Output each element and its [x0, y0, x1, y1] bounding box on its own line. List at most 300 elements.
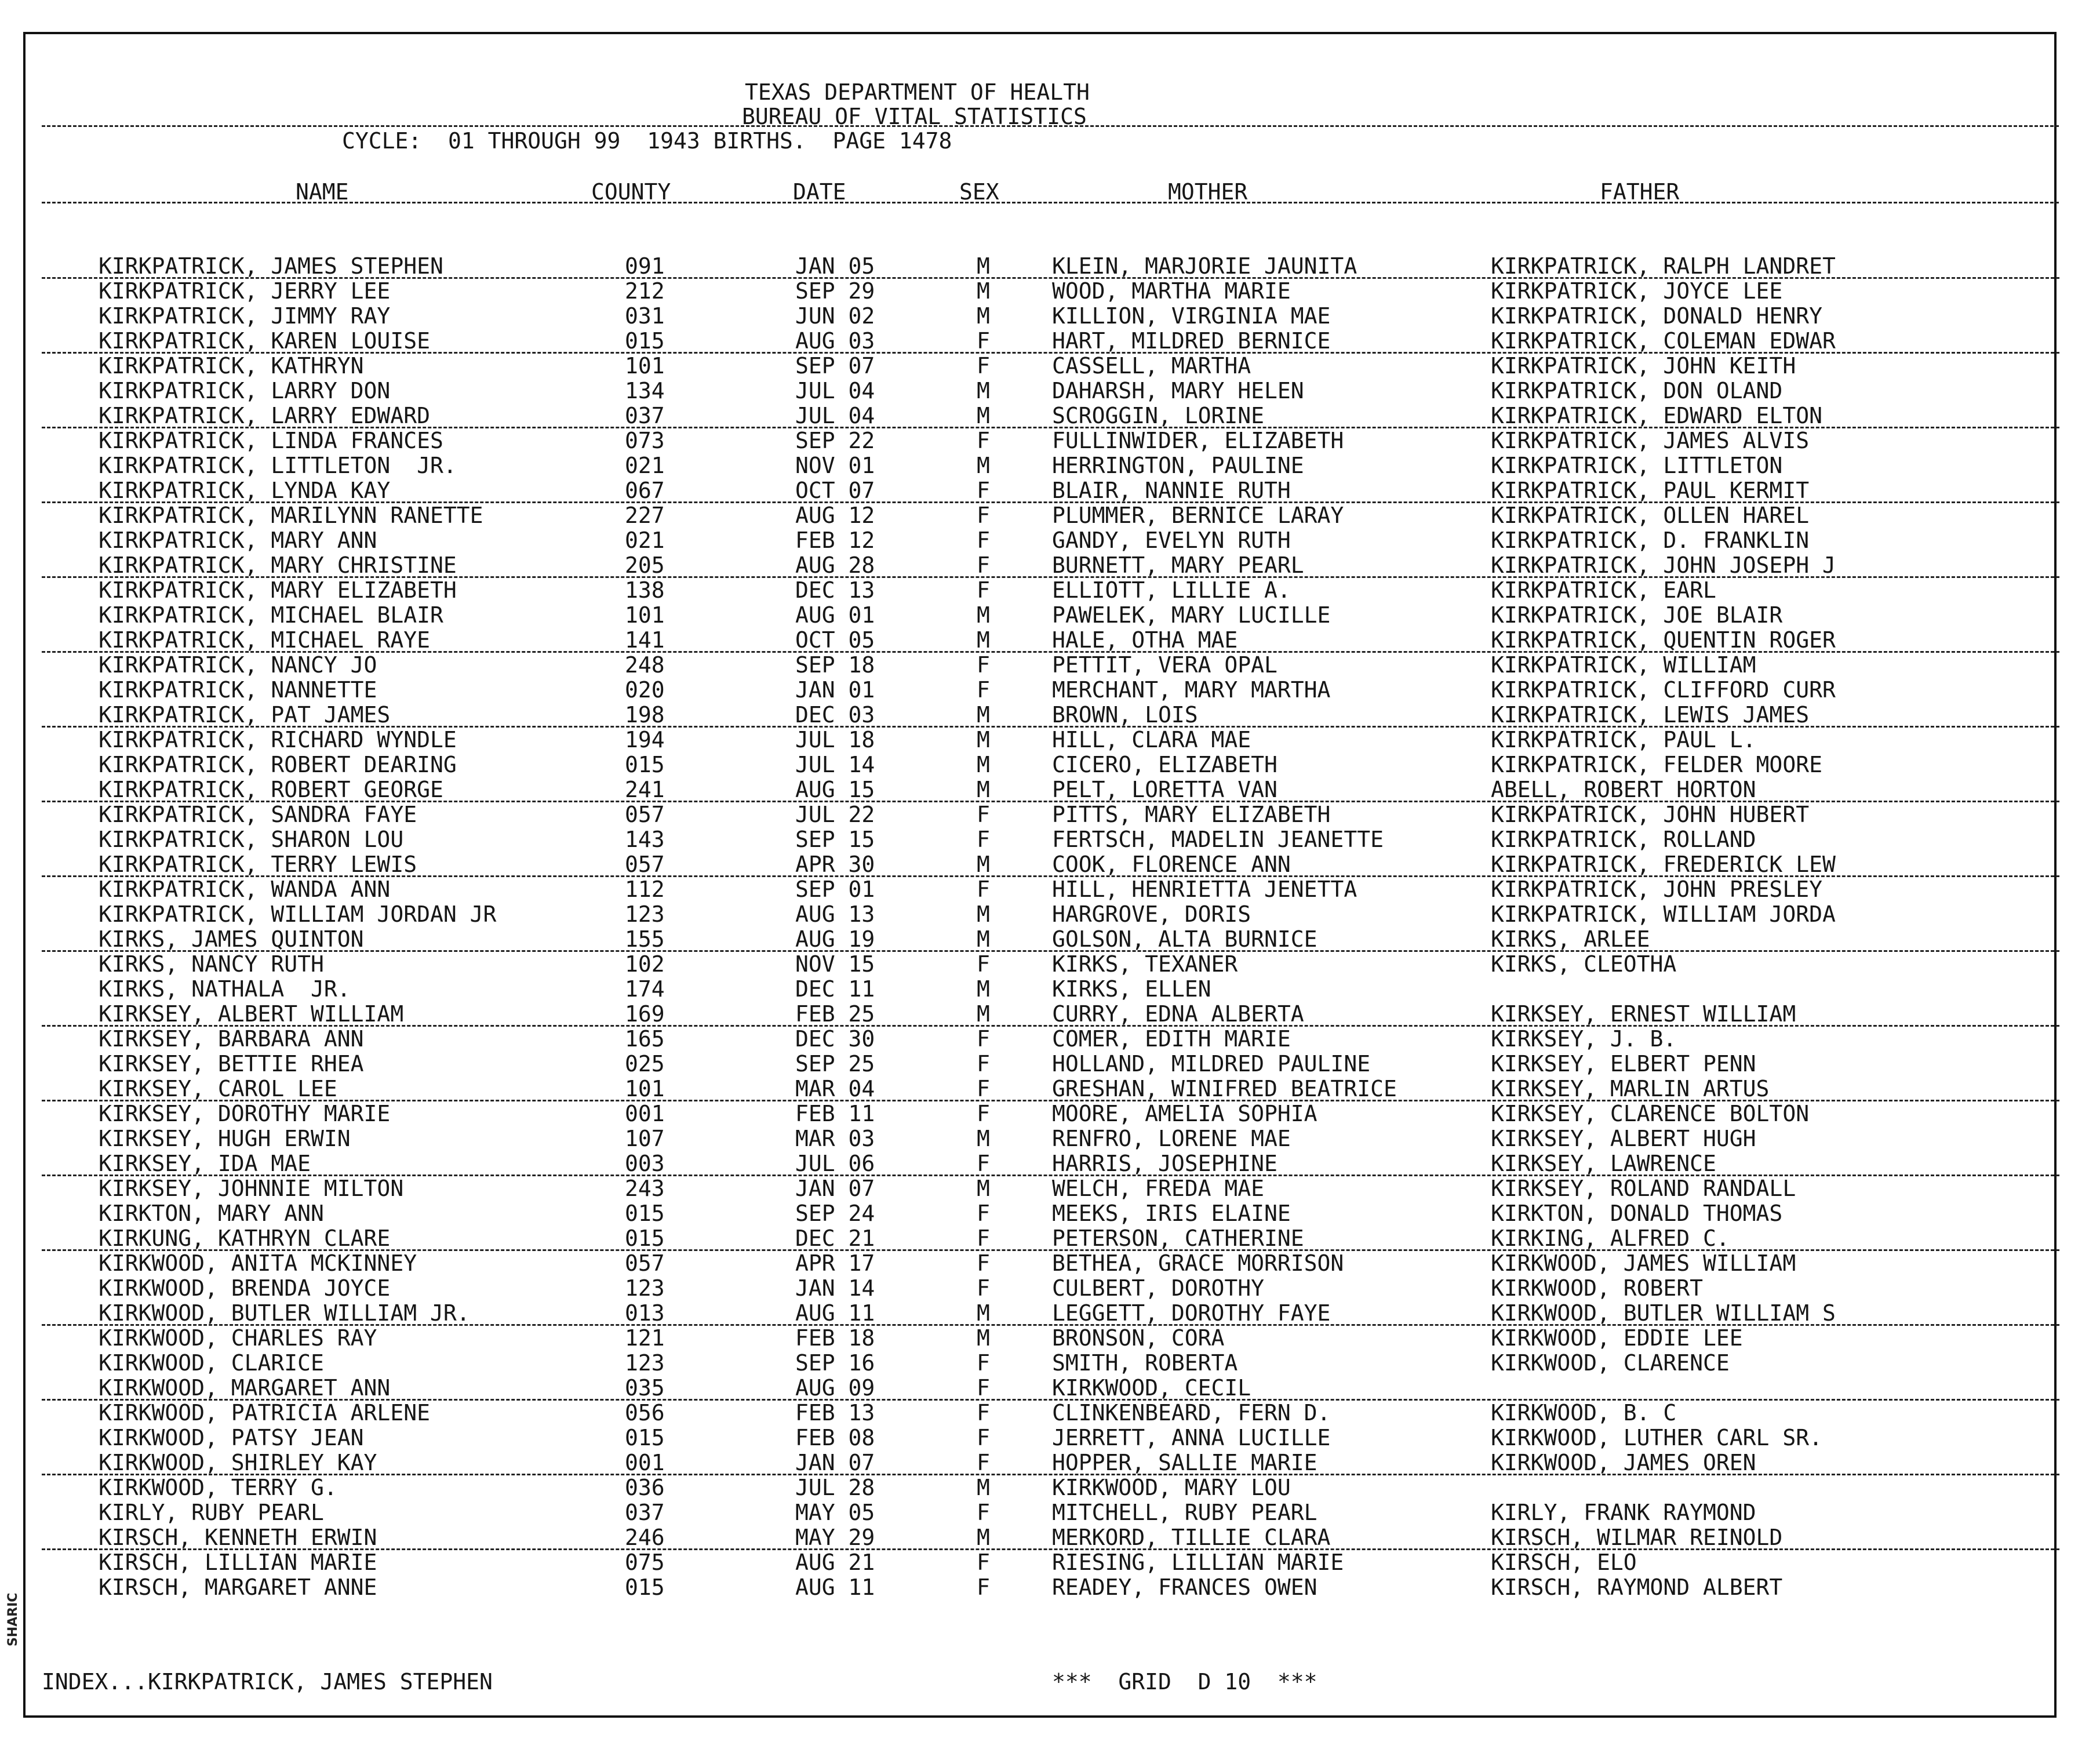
record-county: 101: [625, 602, 665, 628]
record-county: 037: [625, 1500, 665, 1525]
record-father: KIRKPATRICK, JOHN KEITH: [1491, 353, 1796, 379]
record-date: AUG 09: [795, 1375, 875, 1401]
column-header-sex: SEX: [959, 179, 999, 205]
record-county: 227: [625, 503, 665, 528]
record-sex: F: [977, 1575, 990, 1600]
record-father: KIRKPATRICK, OLLEN HAREL: [1491, 503, 1810, 528]
table-row: [0, 1351, 2100, 1376]
table-row: [0, 1077, 2100, 1101]
record-date: JAN 14: [795, 1275, 875, 1301]
record-date: JUN 02: [795, 303, 875, 329]
record-mother: CASSELL, MARTHA: [1052, 353, 1251, 379]
table-row: [0, 877, 2100, 902]
table-row: [0, 503, 2100, 528]
record-county: 205: [625, 552, 665, 578]
table-row: [0, 802, 2100, 827]
record-mother: BETHEA, GRACE MORRISON: [1052, 1250, 1344, 1276]
record-county: 101: [625, 1076, 665, 1101]
record-sex: M: [977, 1300, 990, 1326]
record-sex: M: [977, 278, 990, 304]
record-name: KIRKPATRICK, LITTLETON JR.: [99, 453, 457, 478]
record-date: AUG 19: [795, 926, 875, 952]
column-header-county: COUNTY: [591, 179, 671, 205]
record-date: MAY 29: [795, 1525, 875, 1550]
bureau-title: BUREAU OF VITAL STATISTICS: [742, 104, 1087, 129]
record-county: 243: [625, 1176, 665, 1201]
record-county: 123: [625, 1275, 665, 1301]
record-mother: HARRIS, JOSEPHINE: [1052, 1151, 1278, 1176]
record-county: 075: [625, 1550, 665, 1575]
table-row: [0, 827, 2100, 852]
record-mother: MERCHANT, MARY MARTHA: [1052, 677, 1331, 703]
record-name: KIRKWOOD, MARGARET ANN: [99, 1375, 391, 1401]
record-father: KIRKWOOD, CLARENCE: [1491, 1350, 1730, 1376]
record-sex: M: [977, 303, 990, 329]
record-county: 015: [625, 1575, 665, 1600]
record-sex: F: [977, 1201, 990, 1226]
record-father: KIRKWOOD, ROBERT: [1491, 1275, 1704, 1301]
record-mother: CULBERT, DOROTHY: [1052, 1275, 1265, 1301]
record-father: ABELL, ROBERT HORTON: [1491, 777, 1756, 802]
table-row: [0, 1002, 2100, 1027]
record-name: KIRKWOOD, CLARICE: [99, 1350, 324, 1376]
record-county: 015: [625, 328, 665, 354]
record-father: KIRKPATRICK, DONALD HENRY: [1491, 303, 1822, 329]
record-county: 031: [625, 303, 665, 329]
record-mother: BLAIR, NANNIE RUTH: [1052, 478, 1291, 503]
record-date: SEP 16: [795, 1350, 875, 1376]
record-father: KIRKWOOD, B. C: [1491, 1400, 1677, 1426]
record-date: OCT 05: [795, 627, 875, 653]
record-sex: M: [977, 727, 990, 752]
table-row: [0, 1500, 2100, 1525]
record-sex: M: [977, 378, 990, 403]
record-mother: RENFRO, LORENE MAE: [1052, 1126, 1291, 1151]
record-sex: F: [977, 951, 990, 977]
record-sex: M: [977, 602, 990, 628]
record-father: KIRKTON, DONALD THOMAS: [1491, 1201, 1783, 1226]
record-name: KIRKS, NATHALA JR.: [99, 976, 351, 1002]
record-county: 246: [625, 1525, 665, 1550]
record-mother: WELCH, FREDA MAE: [1052, 1176, 1265, 1201]
table-row: [0, 1052, 2100, 1077]
record-name: KIRKWOOD, CHARLES RAY: [99, 1325, 377, 1351]
record-county: 001: [625, 1101, 665, 1126]
table-row: [0, 1226, 2100, 1251]
record-sex: M: [977, 1475, 990, 1500]
record-date: JAN 07: [795, 1176, 875, 1201]
record-county: 107: [625, 1126, 665, 1151]
record-date: SEP 15: [795, 827, 875, 852]
record-mother: KIRKWOOD, CECIL: [1052, 1375, 1251, 1401]
cycle-line: CYCLE: 01 THROUGH 99 1943 BIRTHS. PAGE 1478: [342, 128, 952, 154]
record-county: 057: [625, 1250, 665, 1276]
column-header-name: NAME: [296, 179, 349, 205]
record-father: KIRKING, ALFRED C.: [1491, 1226, 1730, 1251]
record-date: FEB 08: [795, 1425, 875, 1450]
record-mother: CURRY, EDNA ALBERTA: [1052, 1001, 1304, 1027]
record-sex: M: [977, 752, 990, 777]
record-mother: MITCHELL, RUBY PEARL: [1052, 1500, 1317, 1525]
record-date: APR 17: [795, 1250, 875, 1276]
table-row: [0, 553, 2100, 578]
table-row: [0, 1450, 2100, 1475]
record-county: 143: [625, 827, 665, 852]
table-row: [0, 279, 2100, 304]
record-date: AUG 12: [795, 503, 875, 528]
record-name: KIRKWOOD, PATRICIA ARLENE: [99, 1400, 430, 1426]
record-date: AUG 01: [795, 602, 875, 628]
record-date: SEP 24: [795, 1201, 875, 1226]
record-sex: M: [977, 627, 990, 653]
record-mother: MOORE, AMELIA SOPHIA: [1052, 1101, 1317, 1126]
record-mother: PETERSON, CATHERINE: [1052, 1226, 1304, 1251]
table-row: [0, 1401, 2100, 1426]
record-sex: F: [977, 428, 990, 453]
record-sex: F: [977, 1076, 990, 1101]
record-name: KIRSCH, MARGARET ANNE: [99, 1575, 377, 1600]
record-father: KIRKPATRICK, WILLIAM: [1491, 652, 1756, 678]
record-mother: ELLIOTT, LILLIE A.: [1052, 577, 1291, 603]
record-county: 021: [625, 453, 665, 478]
record-name: KIRKS, JAMES QUINTON: [99, 926, 364, 952]
record-county: 015: [625, 1201, 665, 1226]
record-mother: MEEKS, IRIS ELAINE: [1052, 1201, 1291, 1226]
record-mother: KIRKS, TEXANER: [1052, 951, 1238, 977]
record-date: AUG 03: [795, 328, 875, 354]
record-county: 091: [625, 253, 665, 279]
column-header-mother: MOTHER: [1168, 179, 1248, 205]
record-father: KIRKS, CLEOTHA: [1491, 951, 1677, 977]
record-mother: RIESING, LILLIAN MARIE: [1052, 1550, 1344, 1575]
table-row: [0, 1525, 2100, 1550]
record-county: 015: [625, 1226, 665, 1251]
record-sex: F: [977, 1151, 990, 1176]
record-father: KIRKSEY, ROLAND RANDALL: [1491, 1176, 1796, 1201]
record-father: KIRKPATRICK, LITTLETON: [1491, 453, 1783, 478]
table-row: [0, 1101, 2100, 1126]
record-county: 020: [625, 677, 665, 703]
record-date: JUL 04: [795, 378, 875, 403]
record-name: KIRKUNG, KATHRYN CLARE: [99, 1226, 391, 1251]
record-mother: BROWN, LOIS: [1052, 702, 1198, 728]
record-father: KIRKPATRICK, JOHN HUBERT: [1491, 802, 1810, 827]
table-row: [0, 379, 2100, 403]
record-mother: HART, MILDRED BERNICE: [1052, 328, 1331, 354]
table-row: [0, 1201, 2100, 1226]
record-name: KIRKPATRICK, MICHAEL RAYE: [99, 627, 430, 653]
record-county: 174: [625, 976, 665, 1002]
record-date: OCT 07: [795, 478, 875, 503]
record-name: KIRKPATRICK, WILLIAM JORDAN JR: [99, 901, 497, 927]
record-father: KIRKPATRICK, WILLIAM JORDA: [1491, 901, 1836, 927]
record-date: NOV 01: [795, 453, 875, 478]
record-father: KIRKSEY, ELBERT PENN: [1491, 1051, 1756, 1077]
record-sex: M: [977, 253, 990, 279]
record-name: KIRKWOOD, ANITA MCKINNEY: [99, 1250, 417, 1276]
record-sex: F: [977, 478, 990, 503]
record-date: JUL 22: [795, 802, 875, 827]
record-father: KIRKPATRICK, COLEMAN EDWAR: [1491, 328, 1836, 354]
record-county: 121: [625, 1325, 665, 1351]
record-date: DEC 21: [795, 1226, 875, 1251]
record-mother: HOLLAND, MILDRED PAULINE: [1052, 1051, 1371, 1077]
record-father: KIRKPATRICK, CLIFFORD CURR: [1491, 677, 1836, 703]
record-sex: F: [977, 827, 990, 852]
record-county: 241: [625, 777, 665, 802]
record-county: 003: [625, 1151, 665, 1176]
record-name: KIRKPATRICK, LINDA FRANCES: [99, 428, 443, 453]
record-name: KIRKSEY, DOROTHY MARIE: [99, 1101, 391, 1126]
record-name: KIRKPATRICK, ROBERT GEORGE: [99, 777, 443, 802]
record-father: KIRSCH, WILMAR REINOLD: [1491, 1525, 1783, 1550]
record-date: JUL 06: [795, 1151, 875, 1176]
record-date: FEB 11: [795, 1101, 875, 1126]
record-mother: HARGROVE, DORIS: [1052, 901, 1251, 927]
record-mother: GANDY, EVELYN RUTH: [1052, 528, 1291, 553]
record-date: JAN 05: [795, 253, 875, 279]
record-father: KIRKPATRICK, DON OLAND: [1491, 378, 1783, 403]
record-name: KIRKPATRICK, RICHARD WYNDLE: [99, 727, 457, 752]
record-name: KIRKPATRICK, MARY ANN: [99, 528, 377, 553]
record-father: KIRKPATRICK, ROLLAND: [1491, 827, 1756, 852]
record-county: 123: [625, 901, 665, 927]
record-father: KIRKSEY, ERNEST WILLIAM: [1491, 1001, 1796, 1027]
record-name: KIRKTON, MARY ANN: [99, 1201, 324, 1226]
record-father: KIRKPATRICK, LEWIS JAMES: [1491, 702, 1810, 728]
record-sex: M: [977, 926, 990, 952]
record-name: KIRKSEY, BETTIE RHEA: [99, 1051, 364, 1077]
record-name: KIRKSEY, ALBERT WILLIAM: [99, 1001, 404, 1027]
record-name: KIRSCH, LILLIAN MARIE: [99, 1550, 377, 1575]
record-sex: F: [977, 328, 990, 354]
record-mother: KILLION, VIRGINIA MAE: [1052, 303, 1331, 329]
table-row: [0, 977, 2100, 1002]
table-row: [0, 1176, 2100, 1201]
record-mother: PELT, LORETTA VAN: [1052, 777, 1278, 802]
record-father: KIRKS, ARLEE: [1491, 926, 1650, 952]
record-date: DEC 30: [795, 1026, 875, 1052]
record-county: 001: [625, 1450, 665, 1475]
record-sex: M: [977, 901, 990, 927]
record-date: DEC 11: [795, 976, 875, 1002]
record-sex: F: [977, 652, 990, 678]
table-row: [0, 1426, 2100, 1450]
record-father: KIRKPATRICK, JOHN JOSEPH J: [1491, 552, 1836, 578]
record-father: KIRKPATRICK, JOHN PRESLEY: [1491, 877, 1822, 902]
table-row: [0, 428, 2100, 453]
record-mother: GOLSON, ALTA BURNICE: [1052, 926, 1317, 952]
column-header-rule: [42, 202, 2059, 203]
table-row: [0, 1326, 2100, 1351]
table-row: [0, 1550, 2100, 1575]
record-name: KIRSCH, KENNETH ERWIN: [99, 1525, 377, 1550]
record-date: JUL 28: [795, 1475, 875, 1500]
record-name: KIRKWOOD, SHIRLEY KAY: [99, 1450, 377, 1475]
table-row: [0, 678, 2100, 703]
record-sex: F: [977, 1500, 990, 1525]
record-father: KIRKWOOD, JAMES OREN: [1491, 1450, 1756, 1475]
record-mother: HALE, OTHA MAE: [1052, 627, 1238, 653]
record-mother: SMITH, ROBERTA: [1052, 1350, 1238, 1376]
record-sex: M: [977, 1126, 990, 1151]
record-county: 037: [625, 403, 665, 428]
record-date: JUL 04: [795, 403, 875, 428]
record-mother: COOK, FLORENCE ANN: [1052, 852, 1291, 877]
record-date: JUL 18: [795, 727, 875, 752]
record-county: 123: [625, 1350, 665, 1376]
record-date: FEB 12: [795, 528, 875, 553]
record-sex: F: [977, 802, 990, 827]
record-date: MAR 03: [795, 1126, 875, 1151]
record-name: KIRKPATRICK, LARRY DON: [99, 378, 391, 403]
table-row: [0, 528, 2100, 553]
table-row: [0, 952, 2100, 977]
record-county: 067: [625, 478, 665, 503]
record-name: KIRKPATRICK, ROBERT DEARING: [99, 752, 457, 777]
record-sex: M: [977, 1001, 990, 1027]
record-mother: KIRKS, ELLEN: [1052, 976, 1211, 1002]
record-mother: DAHARSH, MARY HELEN: [1052, 378, 1304, 403]
record-father: KIRKPATRICK, JOYCE LEE: [1491, 278, 1783, 304]
record-name: KIRKPATRICK, PAT JAMES: [99, 702, 391, 728]
record-mother: GRESHAN, WINIFRED BEATRICE: [1052, 1076, 1397, 1101]
table-row: [0, 1301, 2100, 1326]
record-sex: F: [977, 1400, 990, 1426]
table-row: [0, 453, 2100, 478]
record-name: KIRKPATRICK, MARILYNN RANETTE: [99, 503, 483, 528]
index-line: INDEX...KIRKPATRICK, JAMES STEPHEN: [42, 1669, 493, 1695]
record-county: 021: [625, 528, 665, 553]
record-father: KIRKPATRICK, EDWARD ELTON: [1491, 403, 1822, 428]
column-header-father: FATHER: [1600, 179, 1680, 205]
record-sex: M: [977, 976, 990, 1002]
record-name: KIRKPATRICK, MARY CHRISTINE: [99, 552, 457, 578]
record-mother: HILL, HENRIETTA JENETTA: [1052, 877, 1357, 902]
record-date: SEP 01: [795, 877, 875, 902]
record-sex: F: [977, 577, 990, 603]
record-name: KIRKPATRICK, SANDRA FAYE: [99, 802, 417, 827]
record-county: 141: [625, 627, 665, 653]
table-row: [0, 703, 2100, 728]
record-date: AUG 15: [795, 777, 875, 802]
record-sex: F: [977, 1375, 990, 1401]
record-name: KIRKPATRICK, NANNETTE: [99, 677, 377, 703]
record-sex: F: [977, 1226, 990, 1251]
record-mother: READEY, FRANCES OWEN: [1052, 1575, 1317, 1600]
record-father: KIRKSEY, CLARENCE BOLTON: [1491, 1101, 1810, 1126]
record-mother: HOPPER, SALLIE MARIE: [1052, 1450, 1317, 1475]
record-name: KIRKWOOD, BRENDA JOYCE: [99, 1275, 391, 1301]
record-mother: PITTS, MARY ELIZABETH: [1052, 802, 1331, 827]
record-father: KIRKSEY, J. B.: [1491, 1026, 1677, 1052]
record-county: 102: [625, 951, 665, 977]
record-sex: M: [977, 453, 990, 478]
record-date: MAY 05: [795, 1500, 875, 1525]
record-sex: M: [977, 1525, 990, 1550]
record-date: AUG 13: [795, 901, 875, 927]
record-county: 056: [625, 1400, 665, 1426]
record-name: KIRKPATRICK, JERRY LEE: [99, 278, 391, 304]
record-county: 155: [625, 926, 665, 952]
table-row: [0, 254, 2100, 279]
table-row: [0, 1027, 2100, 1052]
record-mother: HERRINGTON, PAULINE: [1052, 453, 1304, 478]
record-mother: PAWELEK, MARY LUCILLE: [1052, 602, 1331, 628]
table-row: [0, 653, 2100, 678]
record-date: FEB 13: [795, 1400, 875, 1426]
record-name: KIRKPATRICK, KATHRYN: [99, 353, 364, 379]
record-name: KIRKSEY, JOHNNIE MILTON: [99, 1176, 404, 1201]
table-row: [0, 1276, 2100, 1301]
record-father: KIRKWOOD, EDDIE LEE: [1491, 1325, 1743, 1351]
table-row: [0, 403, 2100, 428]
record-mother: CICERO, ELIZABETH: [1052, 752, 1278, 777]
record-mother: COMER, EDITH MARIE: [1052, 1026, 1291, 1052]
record-county: 112: [625, 877, 665, 902]
table-row: [0, 752, 2100, 777]
record-father: KIRSCH, ELO: [1491, 1550, 1637, 1575]
table-row: [0, 578, 2100, 603]
record-name: KIRKWOOD, BUTLER WILLIAM JR.: [99, 1300, 470, 1326]
record-county: 169: [625, 1001, 665, 1027]
record-sex: F: [977, 677, 990, 703]
record-father: KIRKPATRICK, EARL: [1491, 577, 1716, 603]
record-sex: F: [977, 1350, 990, 1376]
record-sex: M: [977, 852, 990, 877]
record-name: KIRKPATRICK, LARRY EDWARD: [99, 403, 430, 428]
record-name: KIRKPATRICK, MARY ELIZABETH: [99, 577, 457, 603]
record-name: KIRKSEY, HUGH ERWIN: [99, 1126, 351, 1151]
table-row: [0, 1575, 2100, 1600]
record-sex: M: [977, 1176, 990, 1201]
record-county: 015: [625, 1425, 665, 1450]
record-mother: PLUMMER, BERNICE LARAY: [1052, 503, 1344, 528]
record-name: KIRKPATRICK, WANDA ANN: [99, 877, 391, 902]
record-name: KIRLY, RUBY PEARL: [99, 1500, 324, 1525]
record-date: SEP 18: [795, 652, 875, 678]
record-father: KIRKPATRICK, FREDERICK LEW: [1491, 852, 1836, 877]
record-name: KIRKPATRICK, NANCY JO: [99, 652, 377, 678]
record-county: 101: [625, 353, 665, 379]
record-name: KIRKPATRICK, SHARON LOU: [99, 827, 404, 852]
record-date: AUG 11: [795, 1300, 875, 1326]
record-father: KIRSCH, RAYMOND ALBERT: [1491, 1575, 1783, 1600]
column-header-date: DATE: [793, 179, 846, 205]
record-mother: LEGGETT, DOROTHY FAYE: [1052, 1300, 1331, 1326]
record-county: 134: [625, 378, 665, 403]
record-date: FEB 25: [795, 1001, 875, 1027]
record-sex: F: [977, 1026, 990, 1052]
record-date: SEP 29: [795, 278, 875, 304]
table-row: [0, 304, 2100, 329]
record-sex: F: [977, 528, 990, 553]
record-mother: FULLINWIDER, ELIZABETH: [1052, 428, 1344, 453]
record-county: 194: [625, 727, 665, 752]
table-row: [0, 902, 2100, 927]
record-date: FEB 18: [795, 1325, 875, 1351]
record-county: 036: [625, 1475, 665, 1500]
record-father: KIRKPATRICK, D. FRANKLIN: [1491, 528, 1810, 553]
record-sex: M: [977, 777, 990, 802]
record-father: KIRKPATRICK, JAMES ALVIS: [1491, 428, 1810, 453]
record-mother: MERKORD, TILLIE CLARA: [1052, 1525, 1331, 1550]
table-row: [0, 1151, 2100, 1176]
table-row: [0, 603, 2100, 628]
record-date: MAR 04: [795, 1076, 875, 1101]
record-father: KIRKPATRICK, FELDER MOORE: [1491, 752, 1822, 777]
record-sex: F: [977, 353, 990, 379]
